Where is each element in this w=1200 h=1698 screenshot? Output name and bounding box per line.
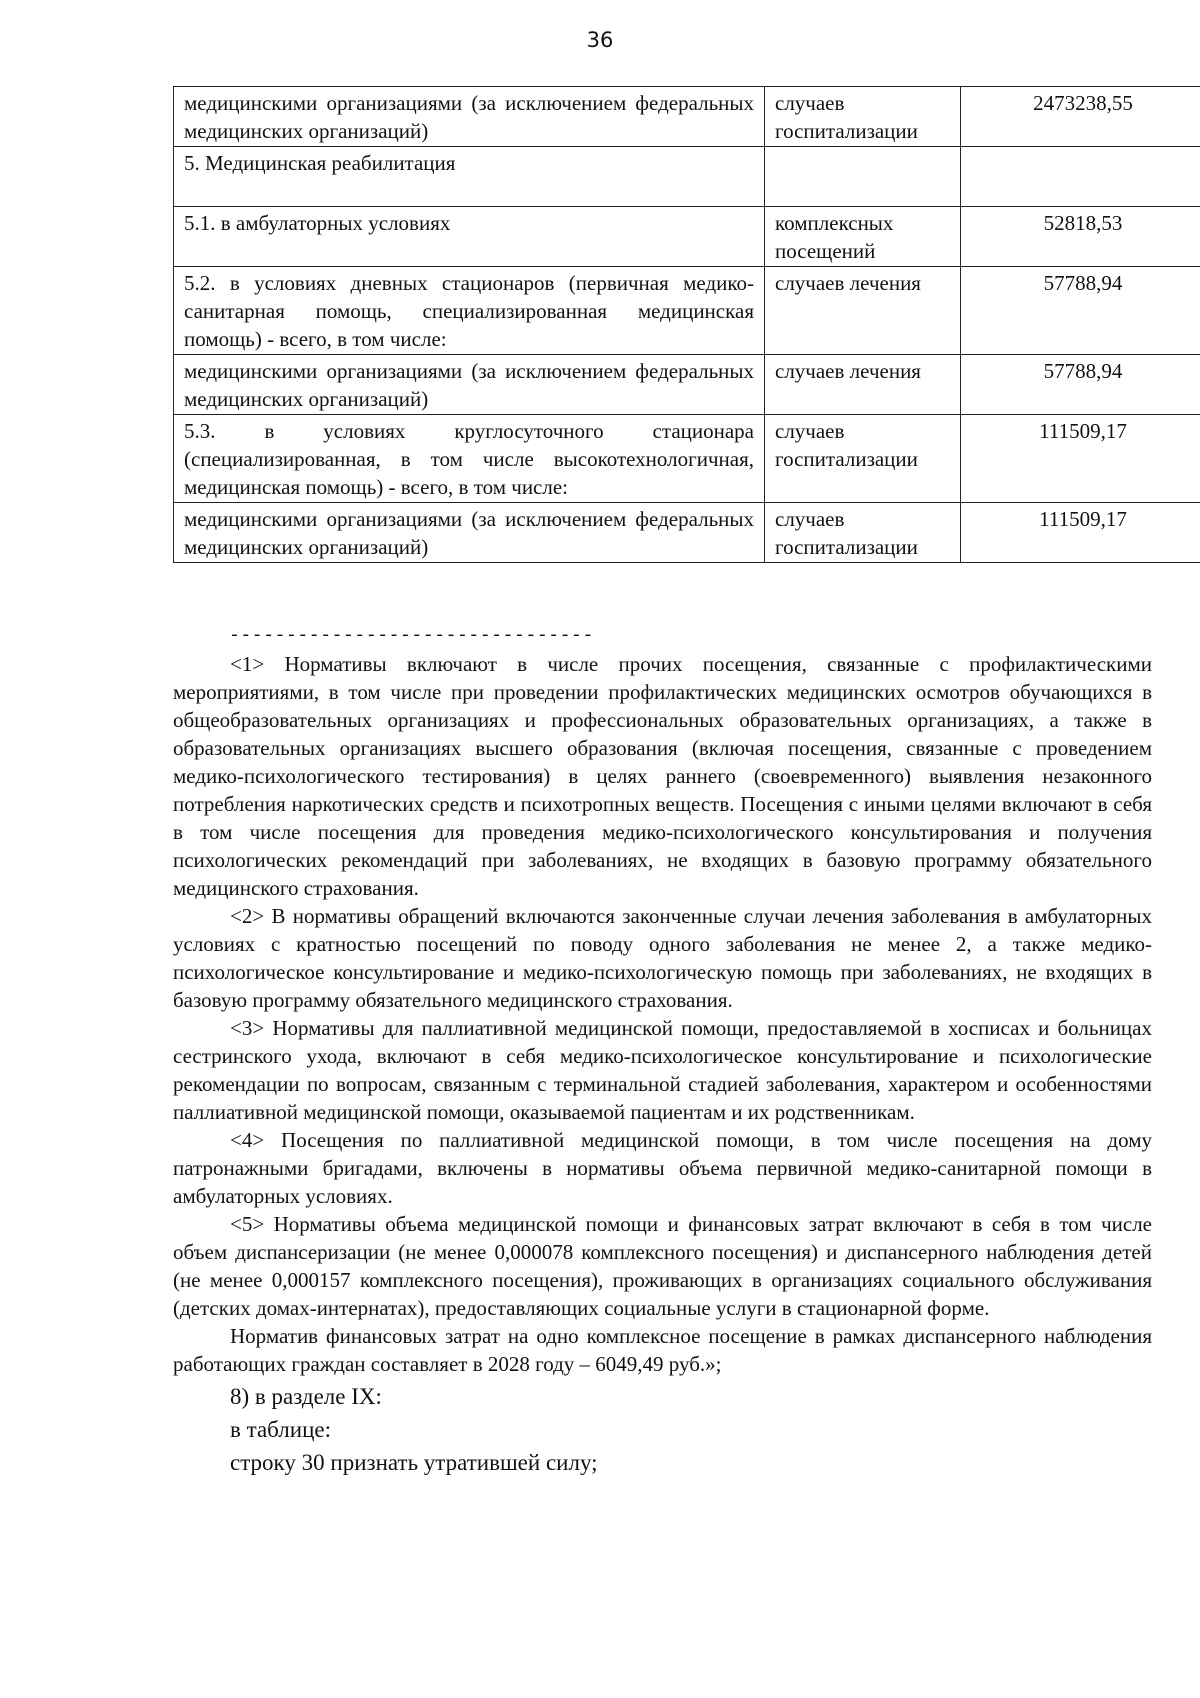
table-row [174,503,1200,563]
table-row [174,87,1200,147]
footnote-2: <2> В нормативы обращений включаются законченные случаи лечения заболевания в амбулаторных условиях с кратностью посещений по поводу одного заболевания не менее 2, а также медико-психологическое консультирование и медико-психологическую помощь при заболеваниях, не входящих в базовую программу обязательного медицинского страхования. [173,904,1152,1012]
table-cell-name: медицинскими организациями (за исключением федеральных медицинских организаций) [174,355,765,415]
footnote-3: <3> Нормативы для паллиативной медицинской помощи, предоставляемой в хосписах и больницах сестринского ухода, включают в себя медико-психологическое консультирование и психологические рекомендации по вопросам, связанным с терминальной стадией заболевания, характером и особенностями паллиативной медицинской помощи, оказываемой пациентам и их родственникам. [173,1016,1152,1124]
table-cell-name: медицинскими организациями (за исключением федеральных медицинских организаций) [174,503,765,563]
table-cell-value: 111509,17 [961,415,1200,503]
table-cell-value [961,147,1200,207]
table-row [174,207,1200,267]
table-cell-unit [765,147,961,207]
table-row [174,267,1200,355]
table-cell-name: 5. Медицинская реабилитация [174,147,765,207]
table-cell-name: медицинскими организациями (за исключением федеральных медицинских организаций) [174,87,765,147]
table-cell-value: 52818,53 [961,207,1200,267]
footnotes [173,650,1152,1378]
amendment-section: 8) в разделе IX: [230,1384,382,1409]
table-cell-value: 111509,17 [961,503,1200,563]
amendments [173,1380,1152,1479]
norms-table [173,86,1200,563]
table-cell-unit: случаев госпитализации [765,503,961,563]
amendment-row: строку 30 признать утратившей силу; [230,1450,598,1475]
table-cell-unit: комплексных посещений [765,207,961,267]
table-cell-name: 5.3. в условиях круглосуточного стационара (специализированная, в том числе высокотехнологичная, медицинская помощь) - всего, в том числе: [174,415,765,503]
footnote-separator: -------------------------------- [229,626,594,646]
page-number: 36 [586,28,614,52]
table-cell-value: 57788,94 [961,267,1200,355]
table-cell-name: 5.1. в амбулаторных условиях [174,207,765,267]
table-row [174,147,1200,207]
table-cell-name: 5.2. в условиях дневных стационаров (первичная медико-санитарная помощь, специализированная медицинская помощь) - всего, в том числе: [174,267,765,355]
table-cell-unit: случаев госпитализации [765,87,961,147]
table-cell-unit: случаев лечения [765,355,961,415]
footnote-1: <1> Нормативы включают в числе прочих посещения, связанные с профилактическими мероприятиями, в том числе при проведении профилактических медицинских осмотров обучающихся в общеобразовательных организациях и профессиональных образовательных организациях, а также в образовательных организациях высшего образования (включая посещения, связанные с проведением медико-психологического тестирования) в целях раннего (своевременного) выявления незаконного потребления наркотических средств и психотропных веществ. Посещения с иными целями включают в себя в том числе посещения для проведения медико-психологического консультирования и получения психологических рекомендаций при заболеваниях, не входящих в базовую программу обязательного медицинского страхования. [173,652,1152,900]
table-row [174,355,1200,415]
footnote-5: <5> Нормативы объема медицинской помощи и финансовых затрат включают в себя в том числе объем диспансеризации (не менее 0,000078 комплексного посещения) и диспансерного наблюдения детей (не менее 0,000157 комплексного посещения), проживающих в организациях социального обслуживания (детских домах-интернатах), предоставляющих социальные услуги в стационарной форме. [173,1212,1152,1320]
table-cell-value: 2473238,55 [961,87,1200,147]
table-cell-value: 57788,94 [961,355,1200,415]
amendment-table: в таблице: [230,1417,331,1442]
table-row [174,415,1200,503]
table-cell-unit: случаев госпитализации [765,415,961,503]
table-cell-unit: случаев лечения [765,267,961,355]
footnote-5-continuation: Норматив финансовых затрат на одно комплексное посещение в рамках диспансерного наблюдения работающих граждан составляет в 2028 году – 6049,49 руб.»; [173,1324,1152,1376]
footnote-4: <4> Посещения по паллиативной медицинской помощи, в том числе посещения на дому патронажными бригадами, включены в нормативы объема первичной медико-санитарной помощи в амбулаторных условиях. [173,1128,1152,1208]
